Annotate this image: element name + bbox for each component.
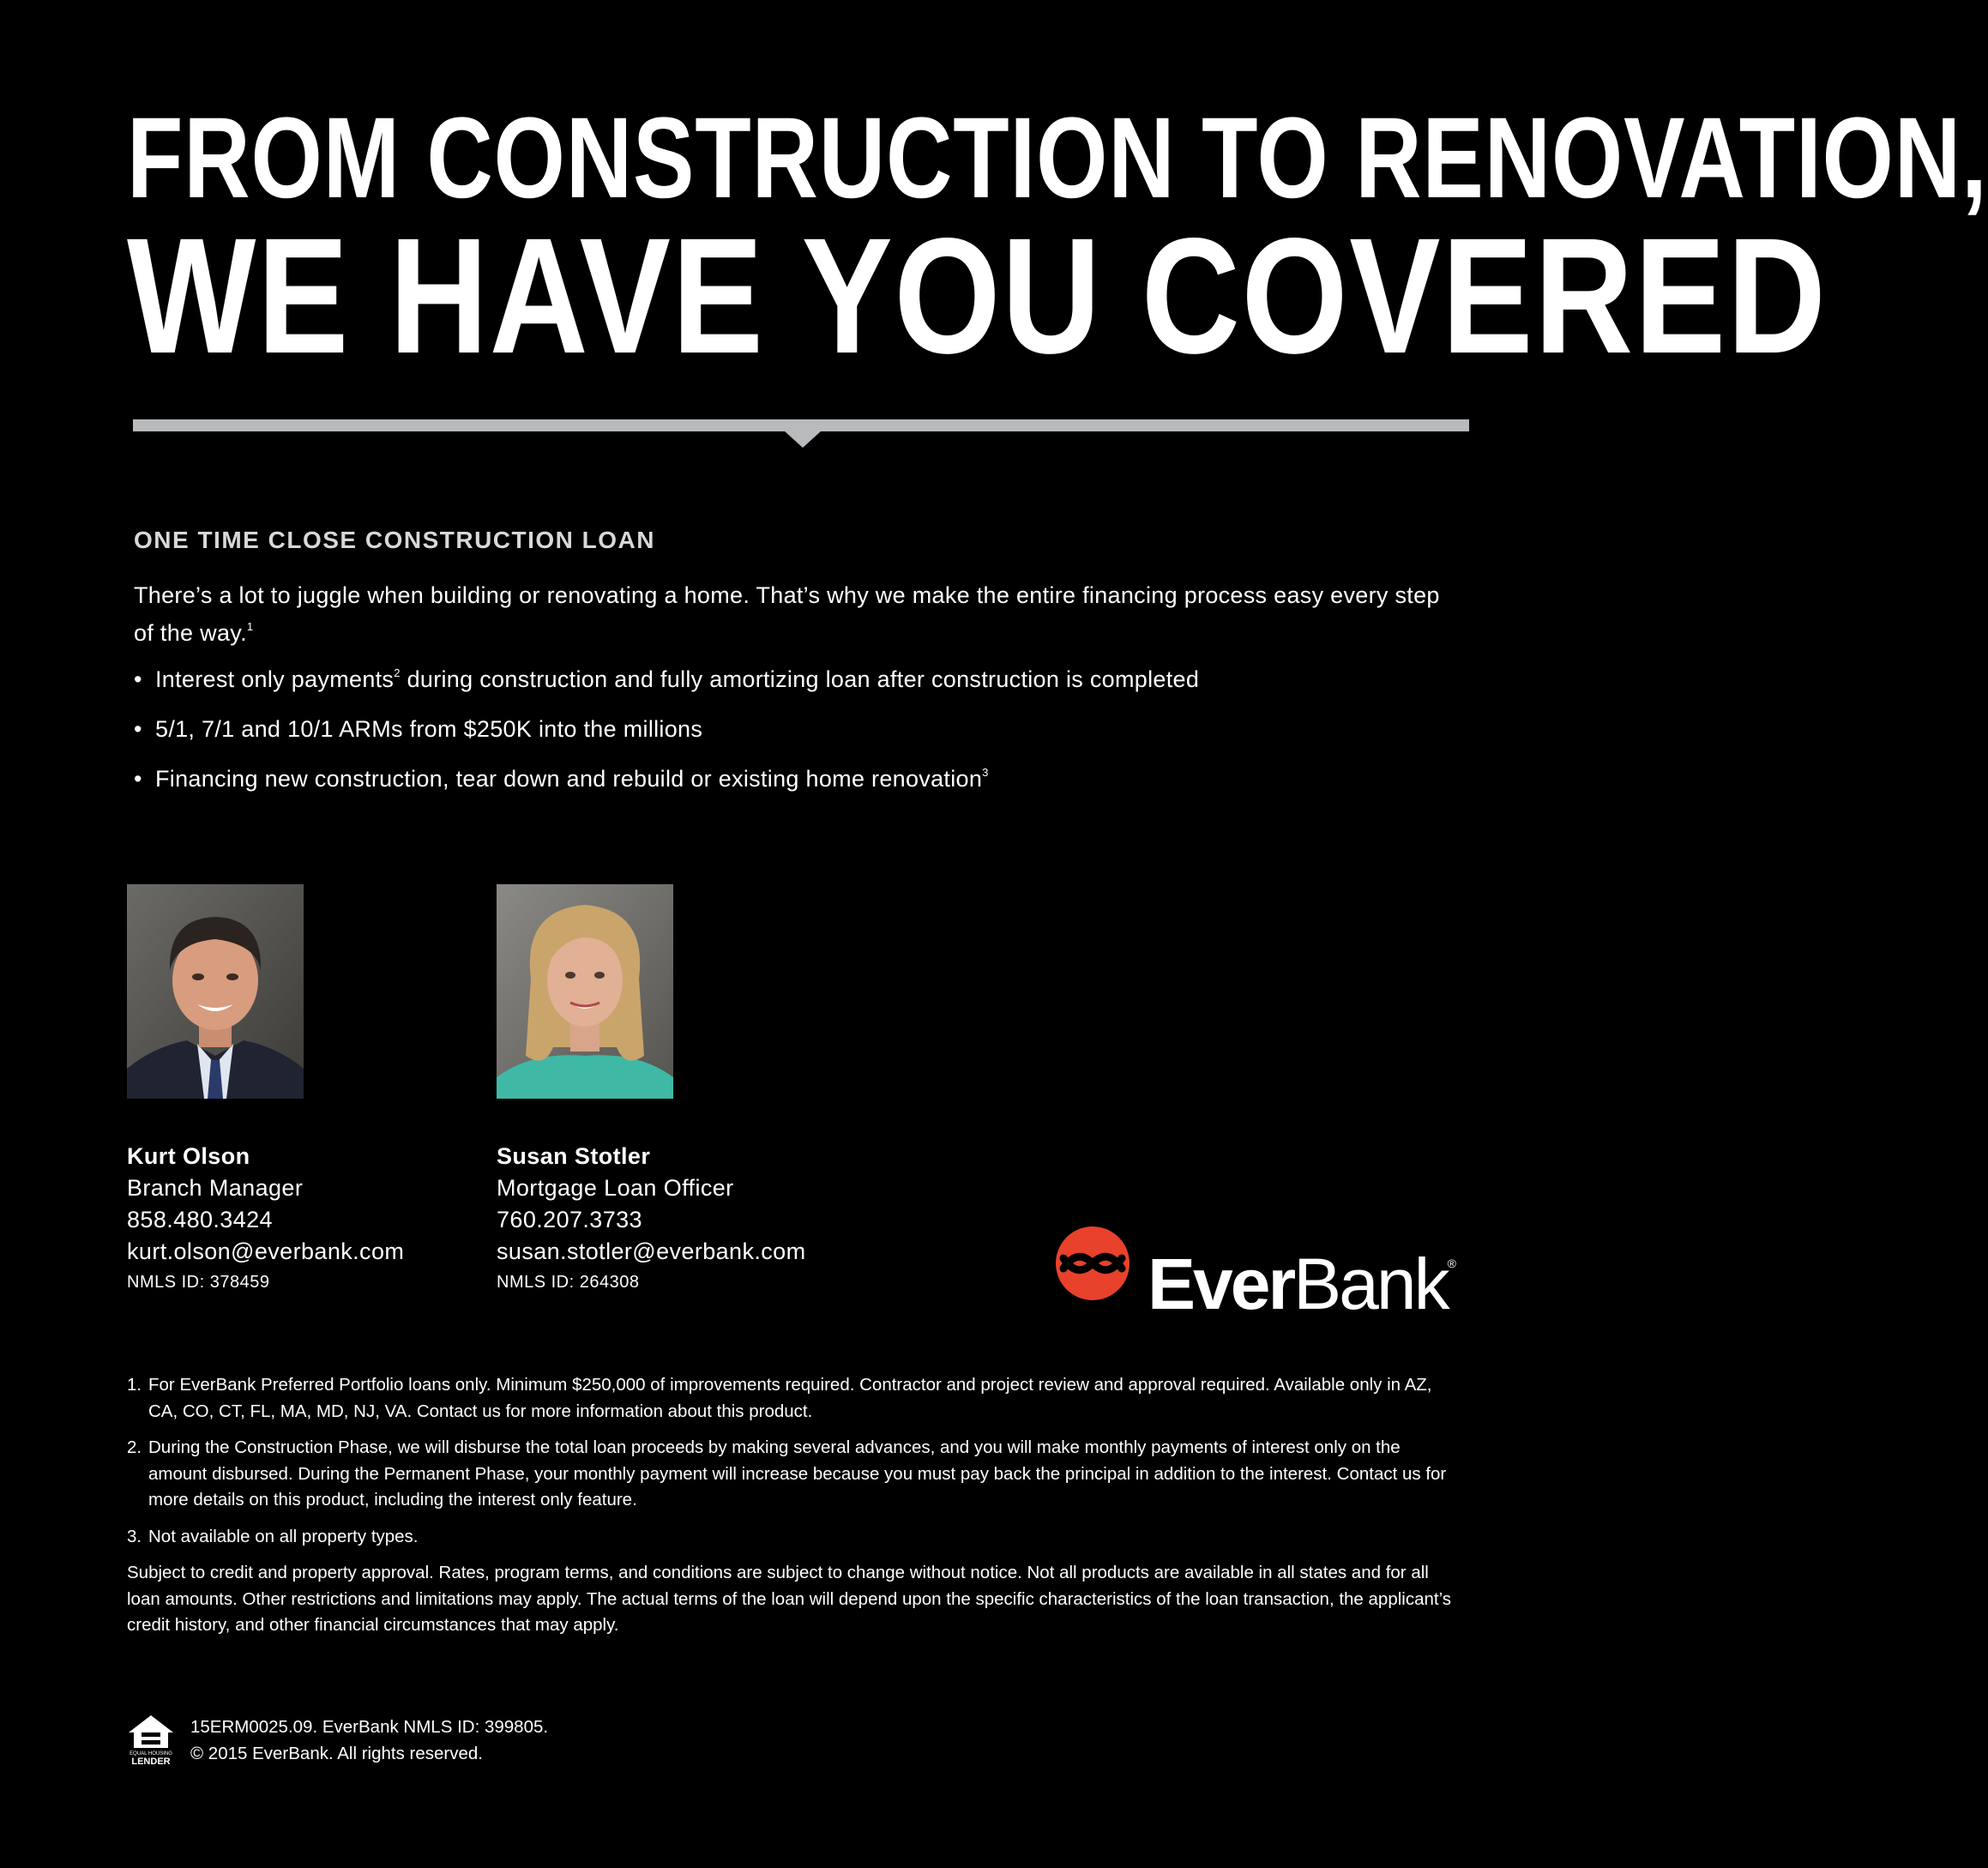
section-title: ONE TIME CLOSE CONSTRUCTION LOAN [134, 527, 655, 553]
footnote-1 [127, 1372, 1455, 1425]
footer-line-1: 15ERM0025.09. EverBank NMLS ID: 399805. [190, 1717, 549, 1737]
footnote-2 [127, 1435, 1455, 1514]
feature-text-cont: during construction and fully amortizing loan after construction is completed [400, 666, 1200, 692]
footnote-3 [127, 1524, 1455, 1551]
intro-text: There’s a lot to juggle when building or renovating a home. That’s why we make the entire financing process easy every step of the way. [134, 582, 1440, 646]
photo-susan-stotler [497, 884, 673, 1099]
feature-list [134, 660, 1455, 810]
disclaimer: Subject to credit and property approval. Rates, program terms, and conditions are subject to change without notice. Not all products are available in all states and for all loan amounts. Other restrictions and limitations may apply. The actual terms of the loan will depend upon the specific characteristics of the loan transaction, the applicant’s credit history, and other financial circumstances that may apply. [127, 1563, 1452, 1635]
headline-line-2: WE HAVE YOU COVERED [127, 203, 1828, 388]
registered-mark: ® [1447, 1256, 1454, 1270]
contact-title: Mortgage Loan Officer [497, 1175, 734, 1201]
feature-text: Financing new construction, tear down and rebuild or existing home renovation [155, 766, 983, 792]
headline-line-1: FROM CONSTRUCTION TO RENOVATION, [127, 94, 1988, 222]
footnote-text: Not available on all property types. [148, 1526, 419, 1546]
contact-title: Branch Manager [127, 1175, 304, 1201]
contact-nmls: NMLS ID: 264308 [497, 1273, 640, 1292]
footnote-text: For EverBank Preferred Portfolio loans only. Minimum $250,000 of improvements required. Contractor and project review and approval required. Available only in AZ, CA, CO, CT, FL, MA, MD, NJ, VA. Contact us for more information about this product. [148, 1375, 1432, 1421]
photo-kurt-olson [127, 884, 304, 1099]
intro-paragraph [134, 576, 1455, 652]
logo-word-bank: Bank [1293, 1244, 1448, 1324]
feature-item [134, 710, 1455, 748]
contact-phone[interactable]: 858.480.3424 [127, 1207, 273, 1232]
contact-card-kurt [127, 1141, 404, 1297]
footnote-number: 1. [127, 1375, 142, 1395]
footnote-text: During the Construction Phase, we will disburse the total loan proceeds by making several advances, and you will make monthly payments of interest only on the amount disbursed. During the Permanent Phase, your monthly payment will increase because you must pay back the principal in addition to the interest. Contact us for more details on this product, including the interest only feature. [148, 1437, 1447, 1509]
everbank-wordmark [1148, 1225, 1454, 1323]
everbank-logo [1055, 1225, 1467, 1324]
bullet-icon: • [134, 766, 142, 792]
contact-name: Kurt Olson [127, 1143, 250, 1169]
feature-item [134, 660, 1455, 698]
footer-line-2: © 2015 EverBank. All rights reserved. [190, 1744, 483, 1763]
contact-nmls: NMLS ID: 378459 [127, 1273, 270, 1292]
contact-name: Susan Stotler [497, 1143, 651, 1169]
feature-text: 5/1, 7/1 and 10/1 ARMs from $250K into the millions [155, 716, 703, 742]
ehl-bottom-text: LENDER [131, 1757, 171, 1767]
divider-notch [784, 431, 822, 448]
bullet-icon: • [134, 666, 142, 692]
contact-card-susan [497, 1141, 805, 1297]
footnote-number: 2. [127, 1437, 142, 1457]
footnotes [127, 1372, 1455, 1639]
contact-email[interactable]: kurt.olson@everbank.com [127, 1238, 405, 1264]
feature-item [134, 760, 1455, 798]
footnote-number: 3. [127, 1526, 142, 1546]
ehl-top-text: EQUAL HOUSING [130, 1751, 172, 1757]
bullet-icon: • [134, 716, 142, 742]
contact-phone[interactable]: 760.207.3733 [497, 1207, 642, 1232]
footer-text [190, 1714, 548, 1767]
feature-footnote-ref: 2 [394, 666, 401, 679]
logo-word-ever: Ever [1148, 1244, 1294, 1324]
equal-housing-lender-icon [127, 1714, 175, 1765]
feature-footnote-ref: 3 [982, 766, 989, 779]
feature-text: Interest only payments [155, 666, 395, 692]
everbank-logo-mark-icon [1055, 1226, 1130, 1301]
intro-footnote-ref: 1 [246, 620, 254, 633]
divider [133, 419, 1469, 431]
contact-email[interactable]: susan.stotler@everbank.com [497, 1238, 806, 1264]
